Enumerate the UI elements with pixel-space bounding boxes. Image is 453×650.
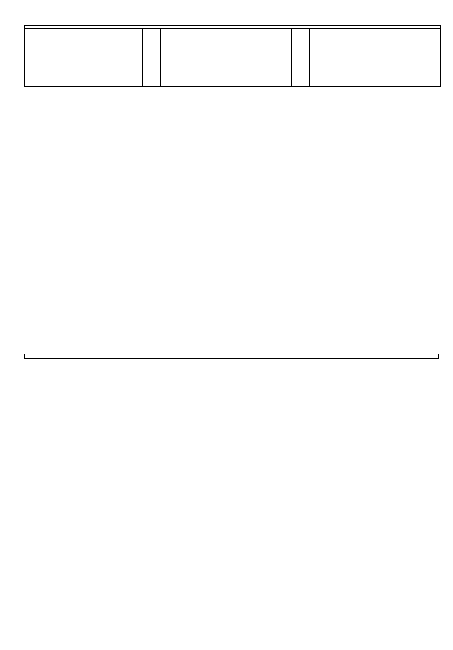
- column-header-2: [161, 29, 292, 87]
- schedule-table: [24, 25, 441, 87]
- note-block: [24, 354, 439, 359]
- column-gap: [292, 29, 310, 87]
- column-header-3: [310, 29, 441, 87]
- column-header-1: [25, 29, 143, 87]
- column-gap: [143, 29, 161, 87]
